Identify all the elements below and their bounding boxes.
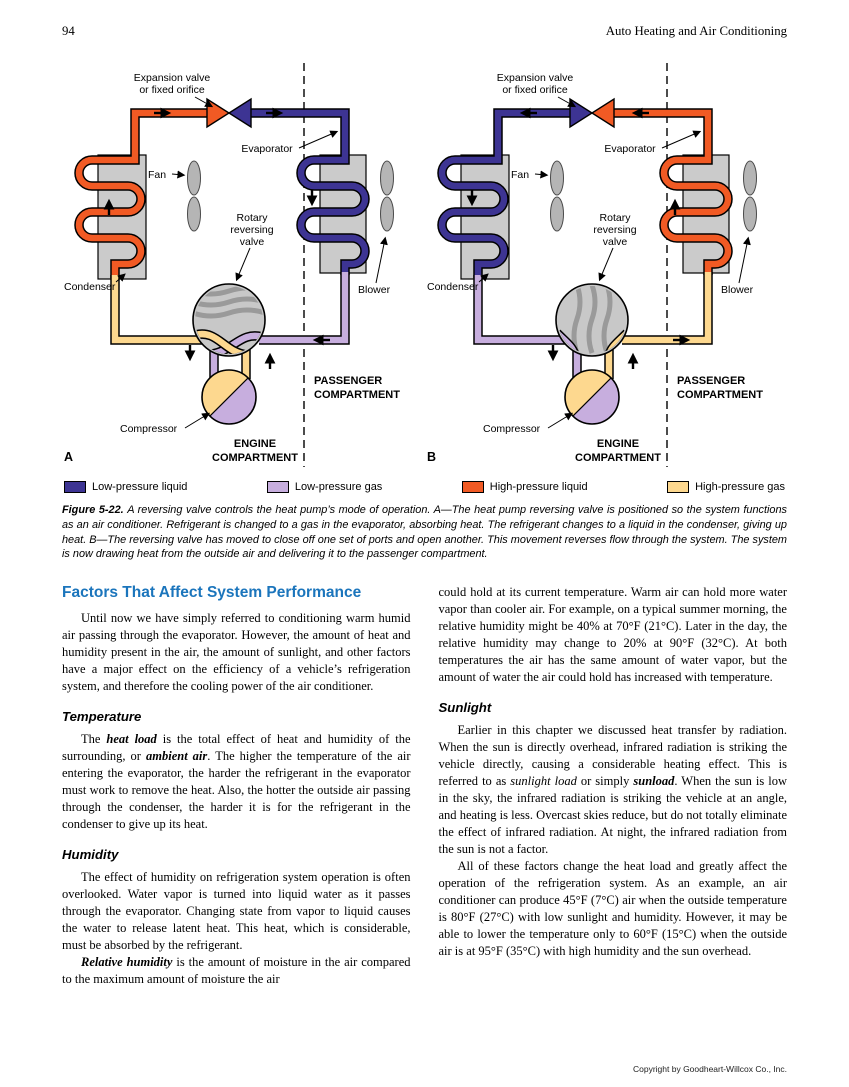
legend-label: Low-pressure gas	[294, 481, 383, 493]
passenger-compartment-label-2: COMPARTMENT	[314, 389, 400, 401]
expansion-valve-label-2: or fixed orifice	[502, 84, 568, 96]
legend-swatch	[462, 481, 484, 493]
condenser-label: Condenser	[64, 281, 116, 293]
sunlight-paragraph-2: All of these factors change the heat load and greatly affect the operation of the refrigeration system. As an example, an air conditioner can produce 45°F (7°C) air when the outside temperature is 80°F (27°C) with low sunlight and humidity. However, it may be able to lower the temperature only to 60°F (15°C) when the outside air is at 95°F (35°C) with high humidity and the sun overhead.	[438, 859, 787, 959]
compressor	[565, 370, 619, 424]
heat-pump-diagram-a	[62, 57, 424, 472]
legend-swatch	[267, 481, 289, 493]
expansion-valve-label: Expansion valve	[133, 72, 211, 84]
fan-icon	[551, 161, 564, 231]
heat-pump-diagram-b	[425, 57, 787, 472]
fan-icon	[188, 161, 201, 231]
subheading-temperature: Temperature	[62, 709, 142, 725]
rotary-valve-label-2: reversing	[230, 224, 274, 236]
blower-icon	[381, 161, 394, 231]
humidity-paragraph-2: Relative humidity is the amount of moisture in the air compared to the maximum amount of moisture the air	[62, 955, 414, 987]
figure-5-22	[62, 57, 791, 562]
passenger-compartment-label: PASSENGER	[677, 375, 746, 387]
condenser-label: Condenser	[427, 281, 479, 293]
fan-label: Fan	[148, 169, 167, 181]
rotary-valve-label-3: valve	[602, 236, 628, 248]
panel-letter-b: B	[427, 450, 437, 464]
section-heading: Factors That Affect System Performance	[62, 584, 362, 602]
humidity-paragraph-1: The effect of humidity on refrigeration system operation is often overlooked. Water vapor is turned into liquid water as it passes through the evaporator. Changing state from vapor to liquid causes the water to release latent heat. This heat, which is considerable, must be absorbed by the refrigerant.	[62, 870, 411, 953]
figure-legend	[64, 481, 785, 493]
evaporator-label: Evaporator	[241, 143, 293, 155]
rotary-valve-label: Rotary	[236, 212, 268, 224]
engine-compartment-label-2: COMPARTMENT	[575, 452, 661, 464]
legend-item-high-pressure-liquid	[462, 481, 588, 493]
temperature-paragraph: The heat load is the total effect of heat and humidity of the surrounding, or ambient air. The higher the temperature of the air entering the evaporator, the harder the refrigerant in the evaporator must work to remove the heat. Also, the hotter the outside air passing through the condenser, the harder it is for the refrigerant in the condenser to give up its heat.	[62, 732, 414, 832]
figure-caption: Figure 5-22. A reversing valve controls the heat pump’s mode of operation. A—The heat pump reversing valve is positioned so the system functions as an air conditioner. Refrigerant is changed to a gas in the evaporator, absorbing heat. The refrigerant changes to a liquid in the condenser, giving up heat. B—The reversing valve has moved to close off one set of ports and open another. This movement reverses flow through the system. The system is now drawing heat from the outside air and delivering it to the passenger compartment.	[62, 504, 791, 561]
engine-compartment-label-2: COMPARTMENT	[212, 452, 298, 464]
blower-icon	[744, 161, 757, 231]
subheading-sunlight: Sunlight	[438, 700, 492, 716]
copyright-notice: Copyright by Goodheart-Willcox Co., Inc.	[632, 1064, 787, 1074]
passenger-compartment-label: PASSENGER	[314, 375, 383, 387]
expansion-valve	[207, 99, 251, 127]
right-column	[438, 584, 791, 988]
fan-label: Fan	[511, 169, 530, 181]
legend-label: High-pressure gas	[695, 481, 785, 493]
rotary-reversing-valve	[193, 284, 265, 356]
subheading-humidity: Humidity	[62, 847, 119, 863]
evaporator-label: Evaporator	[604, 143, 656, 155]
panel-letter-a: A	[64, 450, 74, 464]
legend-item-low-pressure-liquid	[64, 481, 187, 493]
humidity-paragraph-continuation: could hold at its current temperature. Warm air can hold more water vapor than cooler air. For example, on a typical summer morning, the relative humidity might be 40% at 70°F (21°C). Later in the day, the relative humidity may change to 20% at 90°F (32°C). At both temperatures the air has the same amount of water vapor, but the amount of water the air could hold has increased with temperature.	[438, 585, 787, 685]
compressor-label: Compressor	[120, 423, 178, 435]
legend-label: Low-pressure liquid	[92, 481, 188, 493]
page-header	[62, 24, 787, 39]
blower-label: Blower	[358, 284, 391, 296]
rotary-valve-label-2: reversing	[593, 224, 637, 236]
legend-label: High-pressure liquid	[489, 481, 588, 493]
article-columns	[62, 584, 791, 988]
expansion-valve-label: Expansion valve	[496, 72, 574, 84]
intro-paragraph: Until now we have simply referred to conditioning warm humid air passing through the evaporator. However, the amount of heat and humidity present in the air, the amount of sunlight, and other factors have a major effect on the efficiency of a vehicle’s refrigeration system, and therefore the cooling power of the air conditioner.	[62, 611, 411, 694]
engine-compartment-label: ENGINE	[596, 438, 640, 450]
rotary-valve-label: Rotary	[599, 212, 631, 224]
sunlight-paragraph-1: Earlier in this chapter we discussed heat transfer by radiation. When the sun is directly overhead, infrared radiation is striking the vehicle directly, causing a considerable heating effect. This is referred to as sunlight load or simply sunload. When the sun is low in the sky, the infrared radiation is striking the vehicle at an angle, and heating is less. Overcast skies reduce, but do not totally eliminate the effect of infrared radiation. At night, the infrared radiation from the sun is not a factor.	[438, 723, 791, 857]
page-number: 94	[62, 24, 75, 38]
compressor	[202, 370, 256, 424]
left-column	[62, 584, 414, 988]
expansion-valve	[570, 99, 614, 127]
legend-item-low-pressure-gas	[267, 481, 382, 493]
expansion-valve-label-2: or fixed orifice	[139, 84, 205, 96]
rotary-reversing-valve	[556, 284, 628, 356]
rotary-valve-label-3: valve	[239, 236, 265, 248]
blower-label: Blower	[721, 284, 754, 296]
passenger-compartment-label-2: COMPARTMENT	[677, 389, 763, 401]
diagram-row	[62, 57, 787, 472]
compressor-label: Compressor	[483, 423, 541, 435]
legend-item-high-pressure-gas	[667, 481, 785, 493]
running-title: Auto Heating and Air Conditioning	[605, 24, 787, 38]
engine-compartment-label: ENGINE	[233, 438, 277, 450]
legend-swatch	[64, 481, 86, 493]
legend-swatch	[667, 481, 689, 493]
